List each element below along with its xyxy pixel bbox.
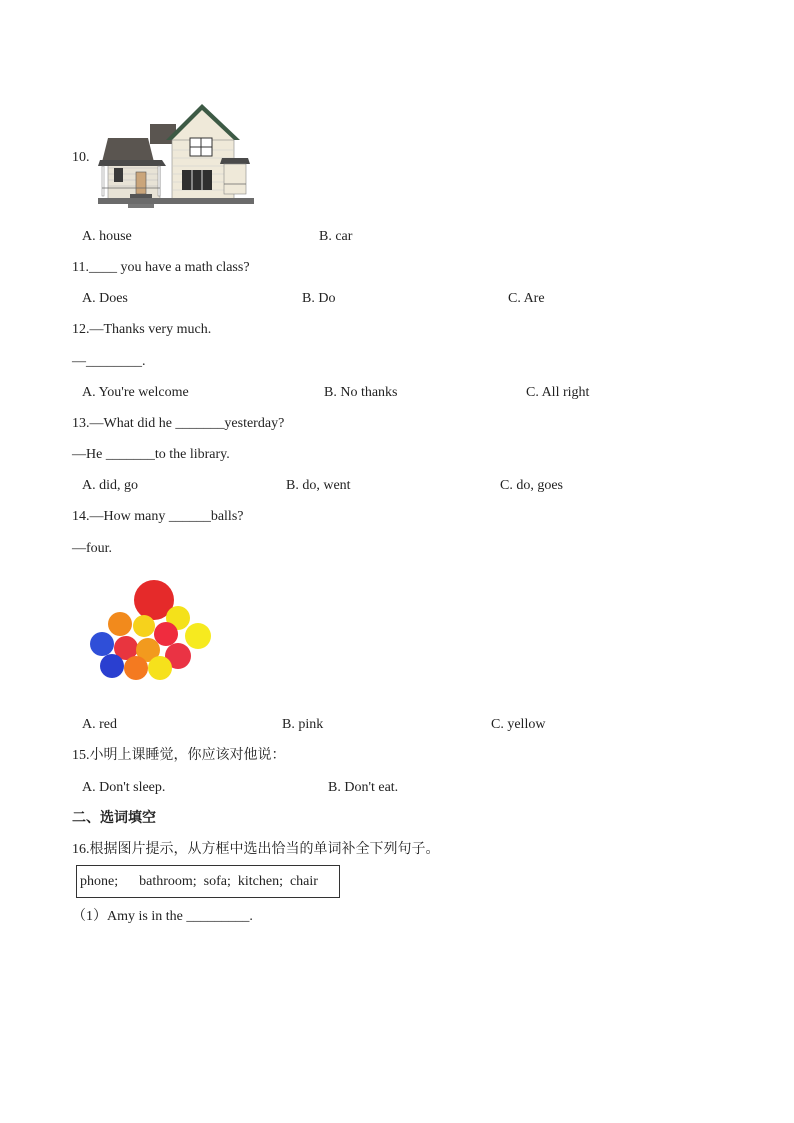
- word-box: [76, 865, 340, 898]
- q11-stem: 11.____ you have a math class?: [72, 260, 250, 275]
- q16-sub1: （1）Amy is in the _________.: [72, 909, 253, 924]
- q12-option-c[interactable]: C. All right: [526, 385, 590, 400]
- q12-stem: 12.—Thanks very much.: [72, 322, 212, 337]
- q13-option-c[interactable]: C. do, goes: [500, 478, 563, 493]
- q13-stem: 13.—What did he _______yesterday?: [72, 416, 285, 431]
- word-box-text: phone; bathroom; sofa; kitchen; chair: [80, 874, 318, 889]
- q12-option-b[interactable]: B. No thanks: [324, 385, 398, 400]
- q12-option-a[interactable]: A. You're welcome: [82, 385, 189, 400]
- q10-option-a[interactable]: A. house: [82, 229, 132, 244]
- q10-number: 10.: [72, 150, 90, 165]
- q13-option-a[interactable]: A. did, go: [82, 478, 138, 493]
- q15-option-b[interactable]: B. Don't eat.: [328, 780, 399, 795]
- house-image: [98, 100, 254, 212]
- q12-reply: —________.: [72, 354, 146, 369]
- q14-stem: 14.—How many ______balls?: [72, 509, 244, 524]
- q14-option-a[interactable]: A. red: [82, 717, 117, 732]
- q13-option-b[interactable]: B. do, went: [286, 478, 351, 493]
- q14-option-b[interactable]: B. pink: [282, 717, 324, 732]
- q13-reply: —He _______to the library.: [72, 447, 230, 462]
- colorful-balls-image: [84, 570, 214, 688]
- q11-option-c[interactable]: C. Are: [508, 291, 545, 306]
- q10-option-b[interactable]: B. car: [319, 229, 353, 244]
- q11-option-a[interactable]: A. Does: [82, 291, 128, 306]
- q14-reply: —four.: [72, 541, 113, 556]
- q14-option-c[interactable]: C. yellow: [491, 717, 546, 732]
- q15-option-a[interactable]: A. Don't sleep.: [82, 780, 166, 795]
- q11-option-b[interactable]: B. Do: [302, 291, 336, 306]
- q16-stem: 16.根据图片提示，从方框中选出恰当的单词补全下列句子。: [72, 842, 440, 857]
- section-title: 二、选词填空: [72, 810, 156, 826]
- q15-stem: 15.小明上课睡觉，你应该对他说：: [72, 748, 286, 763]
